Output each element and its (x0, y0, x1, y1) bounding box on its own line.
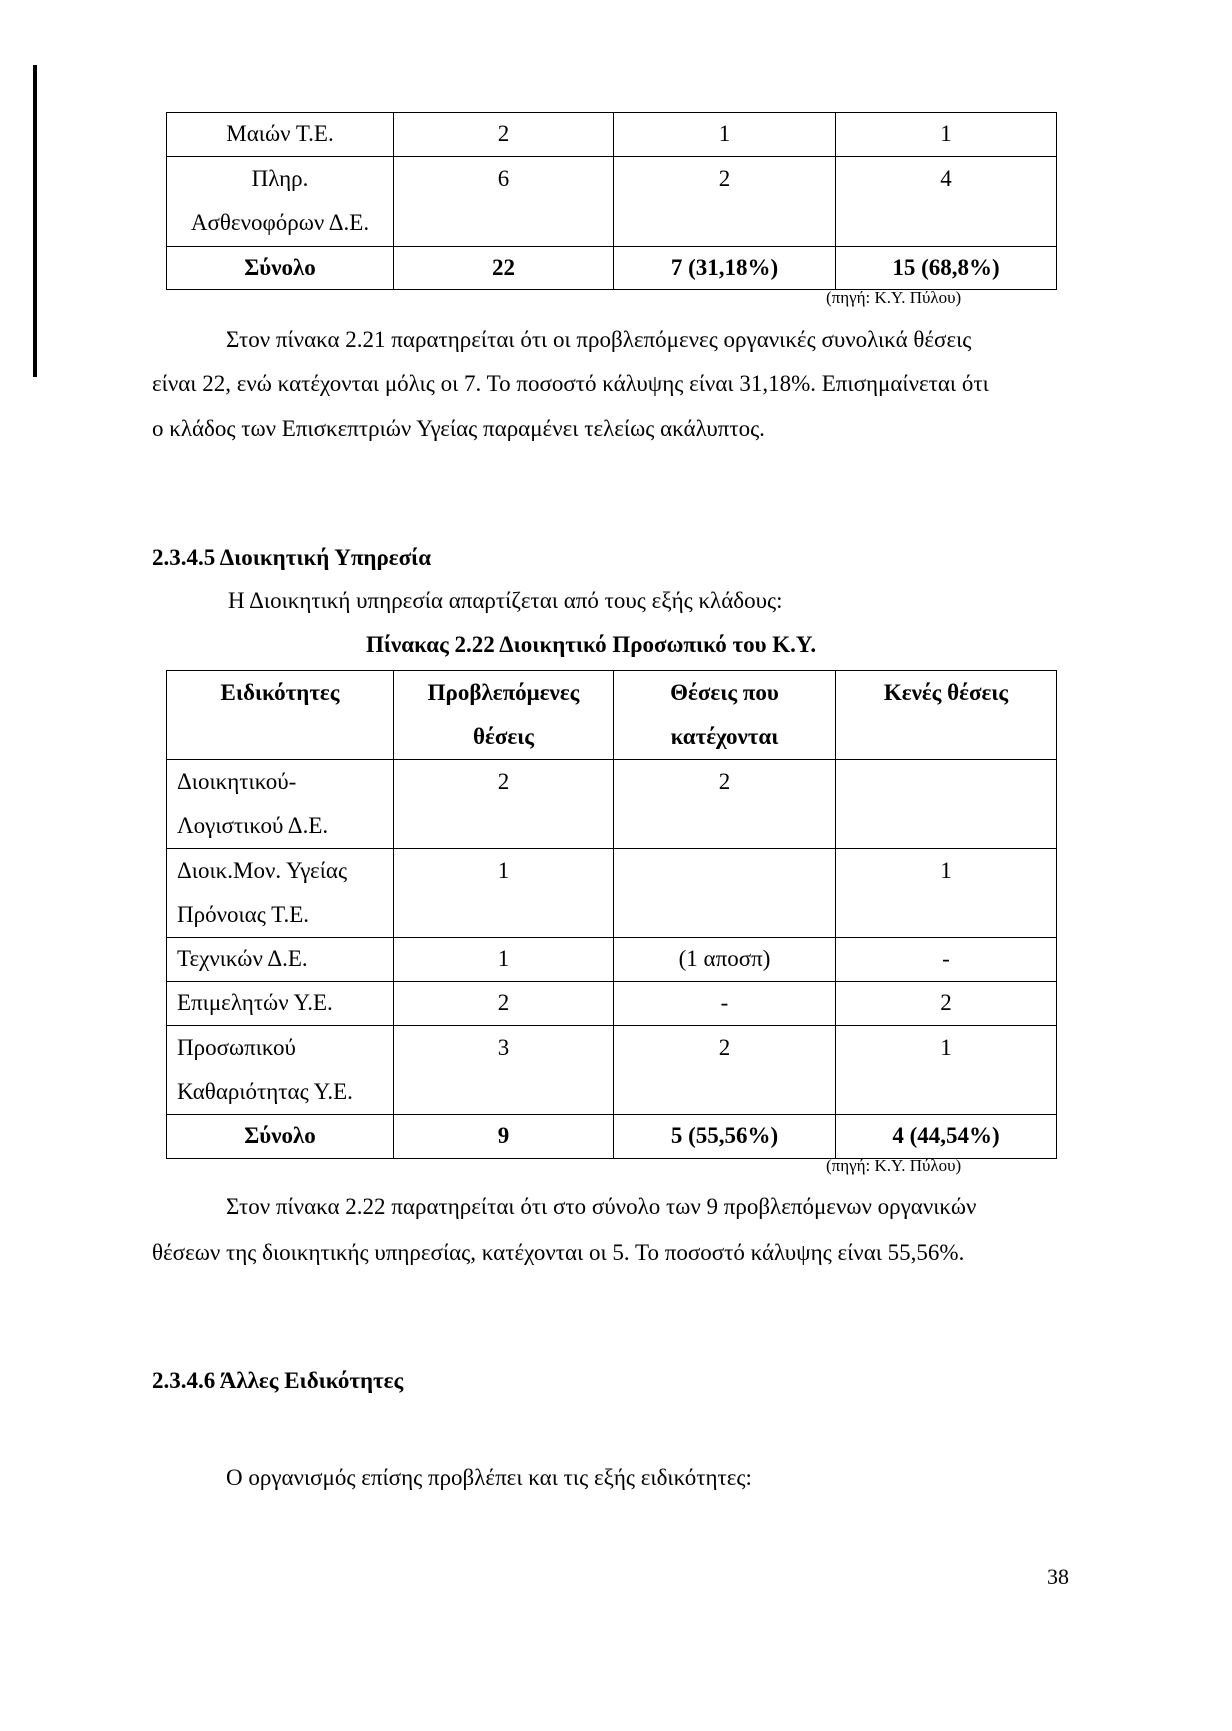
cell-occupied: (1 αποσπ) (614, 938, 836, 982)
cell-occupied: 1 (614, 113, 836, 157)
cell-vacant: 1 (836, 113, 1057, 157)
cell-vacant: 15 (68,8%) (836, 247, 1057, 290)
cell-planned: 22 (394, 247, 614, 290)
table-row (167, 982, 1057, 1026)
cell-name-line2: Ασθενοφόρων Δ.Ε. (190, 210, 370, 235)
cell-name-line2: Καθαριότητας Υ.Ε. (177, 1079, 353, 1104)
cell-vacant: 4 (836, 157, 1057, 247)
cell-name (167, 760, 394, 849)
cell-planned: 3 (394, 1026, 614, 1115)
cell-planned: 2 (394, 113, 614, 157)
table-row (167, 157, 1057, 247)
header-planned-line1: Προβλεπόμενες (427, 680, 580, 705)
cell-planned: 6 (394, 157, 614, 247)
cell-planned: 2 (394, 760, 614, 849)
cell-name-line2: Πρόνοιας Τ.Ε. (177, 902, 310, 927)
section-heading: 2.3.4.6 Άλλες Ειδικότητες (152, 1368, 404, 1393)
header-vacant: Κενές θέσεις (836, 671, 1057, 760)
cell-occupied: 7 (31,18%) (614, 247, 836, 290)
cell-name: Τεχνικών Δ.Ε. (167, 938, 394, 982)
table-row (167, 760, 1057, 849)
cell-occupied: 2 (614, 157, 836, 247)
margin-bar (33, 65, 37, 377)
cell-occupied (614, 849, 836, 938)
cell-name (167, 157, 394, 247)
cell-name: Σύνολο (167, 247, 394, 290)
table-row (167, 849, 1057, 938)
cell-name-line1: Πληρ. (251, 166, 309, 191)
cell-name (167, 1026, 394, 1115)
table-row-total (167, 247, 1057, 290)
table-row (167, 1026, 1057, 1115)
header-planned (394, 671, 614, 760)
cell-vacant: 1 (836, 1026, 1057, 1115)
cell-name-line1: Προσωπικού (177, 1035, 296, 1060)
table-source: (πηγή: Κ.Υ. Πύλου) (826, 1156, 962, 1175)
paragraph-line: Στον πίνακα 2.21 παρατηρείται ότι οι προβλεπόμενες οργανικές συνολικά θέσεις (226, 327, 972, 352)
cell-name-line1: Διοικ.Μον. Υγείας (177, 858, 348, 883)
header-specialties: Ειδικότητες (167, 671, 394, 760)
cell-vacant: 2 (836, 982, 1057, 1026)
table-row (167, 938, 1057, 982)
header-occupied-line2: κατέχονται (670, 724, 779, 749)
table-row-total (167, 1115, 1057, 1159)
cell-planned: 1 (394, 849, 614, 938)
section-heading: 2.3.4.5 Διοικητική Υπηρεσία (152, 545, 432, 570)
table-row (167, 113, 1057, 157)
table-administrative-staff (166, 670, 1057, 1159)
cell-name: Επιμελητών Υ.Ε. (167, 982, 394, 1026)
header-occupied-line1: Θέσεις που (670, 680, 779, 705)
table-source: (πηγή: Κ.Υ. Πύλου) (826, 288, 962, 307)
cell-name: Μαιών Τ.Ε. (167, 113, 394, 157)
header-planned-line2: θέσεις (472, 724, 534, 749)
header-occupied (614, 671, 836, 760)
section-intro: Ο οργανισμός επίσης προβλέπει και τις εξής ειδικότητες: (226, 1465, 752, 1490)
cell-vacant: 1 (836, 849, 1057, 938)
paragraph-line: θέσεων της διοικητικής υπηρεσίας, κατέχονται οι 5. Το ποσοστό κάλυψης είναι 55,56%. (152, 1240, 965, 1265)
cell-occupied: - (614, 982, 836, 1026)
paragraph-line: είναι 22, ενώ κατέχονται μόλις οι 7. Το ποσοστό κάλυψης είναι 31,18%. Επισημαίνεται ότι (152, 371, 989, 396)
table-title: Πίνακας 2.22 Διοικητικό Προσωπικό του Κ.Υ. (366, 632, 817, 657)
cell-occupied: 2 (614, 1026, 836, 1115)
cell-name-line2: Λογιστικού Δ.Ε. (177, 813, 329, 838)
table-specialties-continued (166, 112, 1057, 290)
cell-planned: 1 (394, 938, 614, 982)
paragraph-line: Στον πίνακα 2.22 παρατηρείται ότι στο σύνολο των 9 προβλεπόμενων οργανικών (226, 1194, 977, 1219)
cell-planned: 9 (394, 1115, 614, 1159)
cell-name (167, 849, 394, 938)
table-header-row (167, 671, 1057, 760)
cell-name-line1: Διοικητικού- (177, 769, 297, 794)
cell-name: Σύνολο (167, 1115, 394, 1159)
paragraph-line: ο κλάδος των Επισκεπτριών Υγείας παραμένει τελείως ακάλυπτος. (152, 416, 765, 441)
cell-planned: 2 (394, 982, 614, 1026)
cell-vacant: - (836, 938, 1057, 982)
cell-vacant (836, 760, 1057, 849)
cell-occupied: 2 (614, 760, 836, 849)
cell-occupied: 5 (55,56%) (614, 1115, 836, 1159)
page-number: 38 (1047, 1564, 1069, 1589)
cell-vacant: 4 (44,54%) (836, 1115, 1057, 1159)
section-intro: Η Διοικητική υπηρεσία απαρτίζεται από τους εξής κλάδους: (228, 588, 783, 613)
